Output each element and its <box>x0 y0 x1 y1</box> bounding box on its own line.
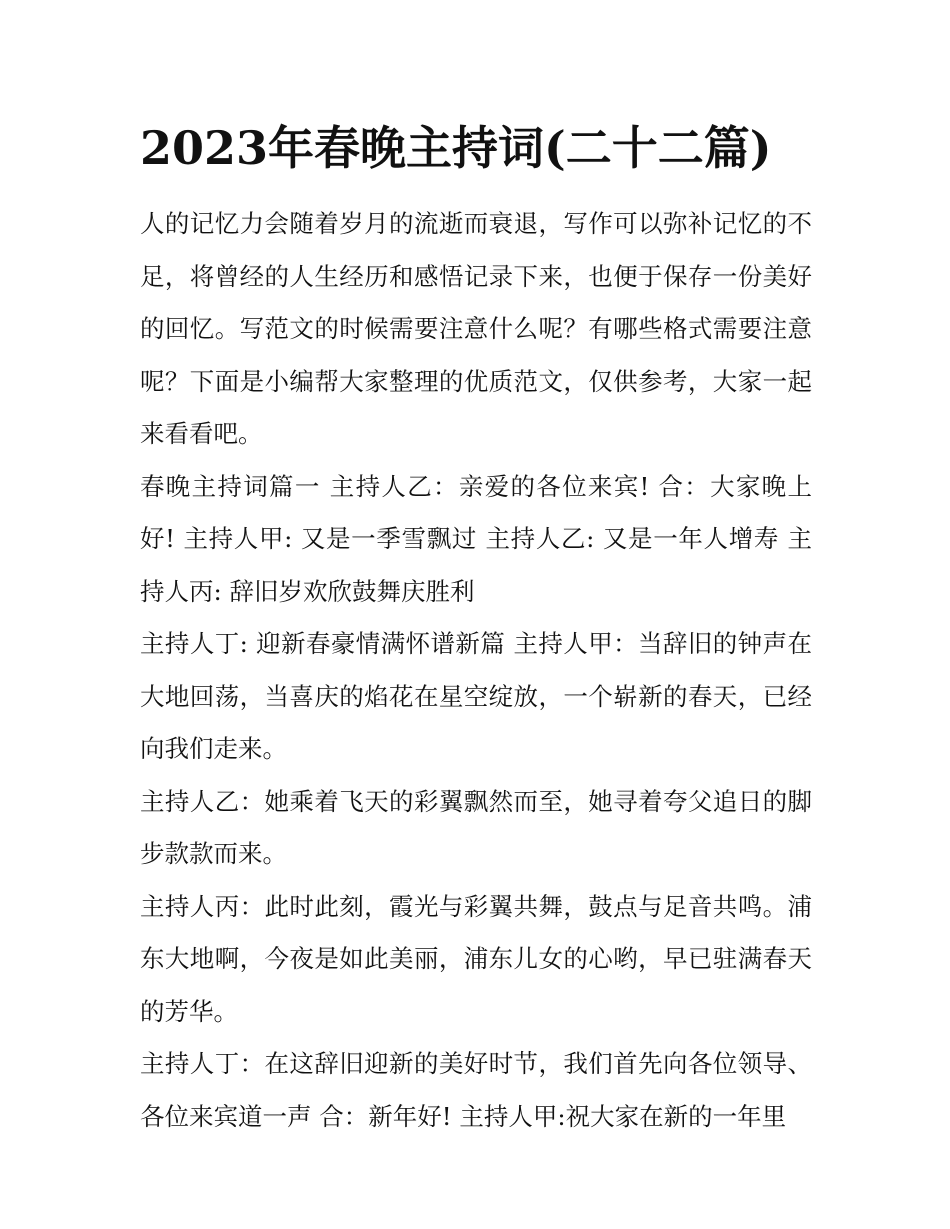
paragraph-3: 主持人乙：她乘着飞天的彩翼飘然而至，她寻着夸父追日的脚步款款而来。 <box>140 786 812 868</box>
paragraph-5: 主持人丁：在这辞旧迎新的美好时节，我们首先向各位领导、各位来宾道一声 合：新年好! 主持人甲:祝大家在新的一年里 <box>140 1049 812 1131</box>
document-title: 2023年春晚主持词(二十二篇) <box>140 121 772 175</box>
paragraph-1: 春晚主持词篇一 主持人乙：亲爱的各位来宾! 合：大家晚上好! 主持人甲: 又是一季雪飘过 主持人乙: 又是一年人增寿 主持人丙: 辞旧岁欢欣鼓舞庆胜利 <box>140 471 812 606</box>
document-page <box>140 118 812 1143</box>
paragraph-intro: 人的记忆力会随着岁月的流逝而衰退，写作可以弥补记忆的不足，将曾经的人生经历和感悟记录下来，也便于保存一份美好的回忆。写范文的时候需要注意什么呢？有哪些格式需要注意呢？下面是小编帮大家整理的优质范文，仅供参考，大家一起来看看吧。 <box>140 209 812 448</box>
paragraph-4: 主持人丙：此时此刻，霞光与彩翼共舞，鼓点与足音共鸣。浦东大地啊，今夜是如此美丽，浦东儿女的心哟，早已驻满春天的芳华。 <box>140 891 812 1026</box>
paragraph-2: 主持人丁: 迎新春豪情满怀谱新篇 主持人甲：当辞旧的钟声在大地回荡，当喜庆的焰花在星空绽放，一个崭新的春天，已经向我们走来。 <box>140 629 812 763</box>
